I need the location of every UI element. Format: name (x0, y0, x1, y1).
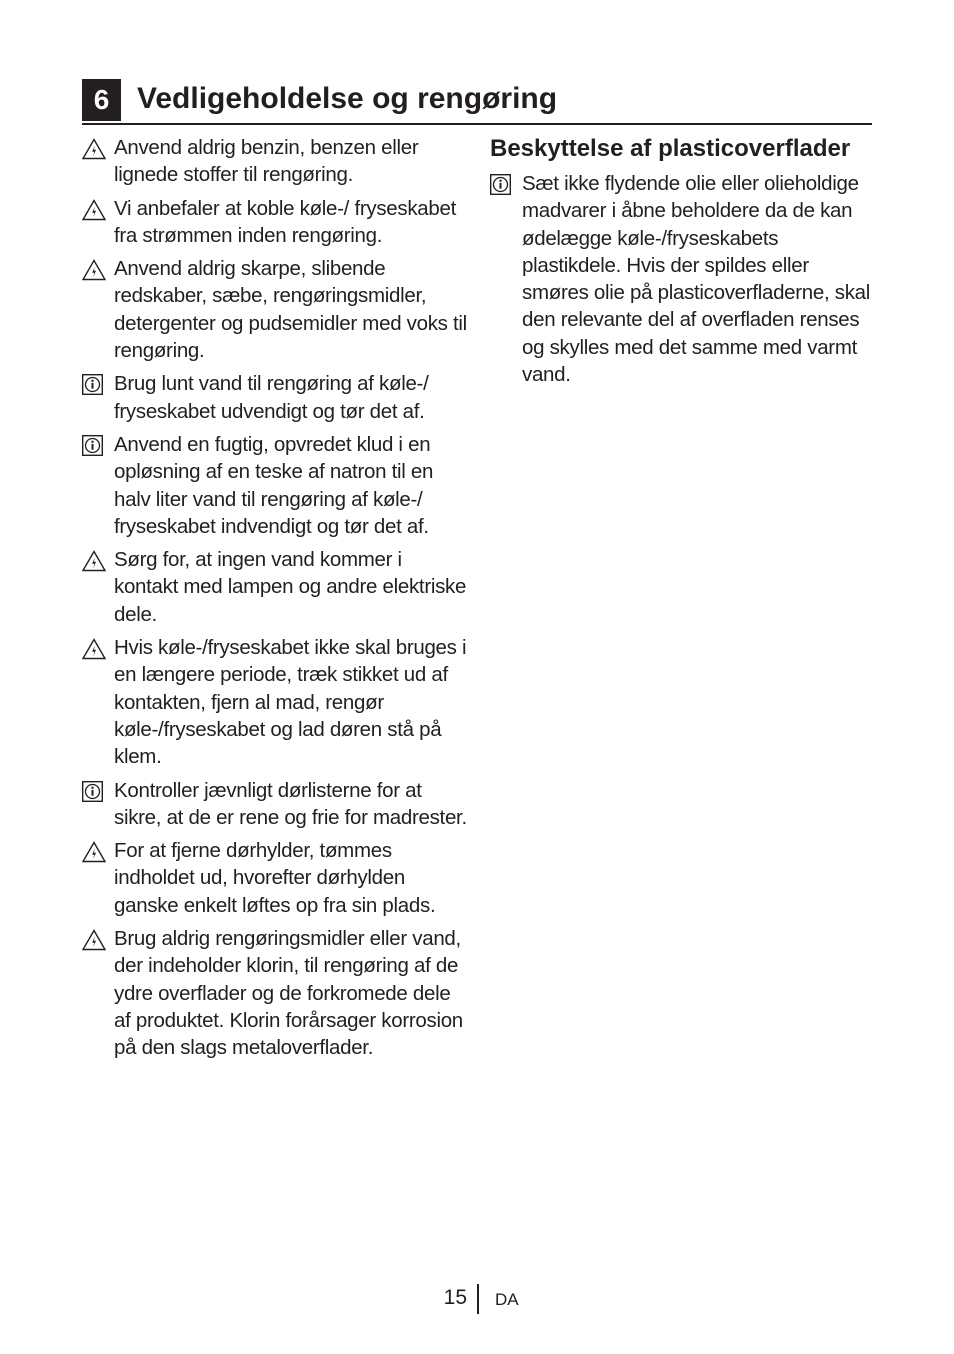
list-item (82, 431, 467, 540)
list-item (82, 195, 467, 250)
section-header (82, 79, 872, 125)
list-item-text: Anvend aldrig skarpe, slibende redskaber, sæbe, rengøringsmidler, detergenter og pudsemidler med voks til rengøring. (114, 257, 467, 363)
list-item (82, 134, 467, 189)
info-icon (82, 777, 114, 801)
list-item-text: Anvend aldrig benzin, benzen eller lignede stoffer til rengøring. (114, 136, 419, 187)
list-item (82, 634, 467, 770)
warning-icon (82, 925, 114, 949)
left-column (82, 134, 467, 1068)
page-footer (0, 1284, 954, 1314)
list-item (82, 546, 467, 628)
list-item (82, 777, 467, 832)
right-column (490, 134, 874, 394)
list-item (82, 837, 467, 919)
warning-icon (82, 134, 114, 158)
section-number-badge: 6 (82, 79, 121, 121)
info-icon (490, 170, 522, 194)
list-item-text: Sæt ikke flydende olie eller olieholdige madvarer i åbne beholdere da de kan ødelægge køle-/fryseskabets plastikdele. Hvis der spildes eller smøres olie på plasticoverfladerne, skal den relevante del af overfladen renses og skylles med det samme med varmt vand. (522, 172, 871, 387)
right-column-items (490, 170, 874, 388)
warning-icon (82, 634, 114, 658)
info-icon (82, 431, 114, 455)
list-item (82, 255, 467, 364)
list-item-text: For at fjerne dørhylder, tømmes indholdet ud, hvorefter dørhylden ganske enkelt løftes op fra sin plads. (114, 839, 436, 917)
info-icon (82, 370, 114, 394)
warning-icon (82, 546, 114, 570)
warning-icon (82, 195, 114, 219)
list-item (82, 925, 467, 1061)
page-number: 15 (443, 1286, 467, 1309)
list-item-text: Brug lunt vand til rengøring af køle-/ fryseskabet udvendigt og tør det af. (114, 372, 429, 423)
list-item (82, 370, 467, 425)
list-item (490, 170, 874, 388)
warning-icon (82, 255, 114, 279)
section-title: Vedligeholdelse og rengøring (137, 82, 558, 115)
list-item-text: Kontroller jævnligt dørlisterne for at sikre, at de er rene og frie for madrester. (114, 778, 467, 829)
footer-divider (477, 1284, 479, 1314)
list-item-text: Brug aldrig rengøringsmidler eller vand, der indeholder klorin, til rengøring af de ydre overflader og de forkromede dele af produktet. Klorin forårsager korrosion på den slags metaloverflader. (114, 927, 463, 1060)
list-item-text: Sørg for, at ingen vand kommer i kontakt med lampen og andre elektriske dele. (114, 548, 467, 626)
warning-icon (82, 837, 114, 861)
sub-heading-plastic-surfaces: Beskyttelse af plasticoverflader (490, 135, 851, 162)
language-code: DA (495, 1290, 519, 1309)
list-item-text: Anvend en fugtig, opvredet klud i en opløsning af en teske af natron til en halv liter vand til rengøring af køle-/ fryseskabet indvendigt og tør det af. (114, 432, 434, 538)
list-item-text: Vi anbefaler at koble køle-/ fryseskabet fra strømmen inden rengøring. (114, 196, 456, 247)
list-item-text: Hvis køle-/fryseskabet ikke skal bruges i en længere periode, træk stikket ud af kontakten, fjern al mad, rengør køle-/fryseskabet og lad døren stå på klem. (114, 636, 467, 769)
